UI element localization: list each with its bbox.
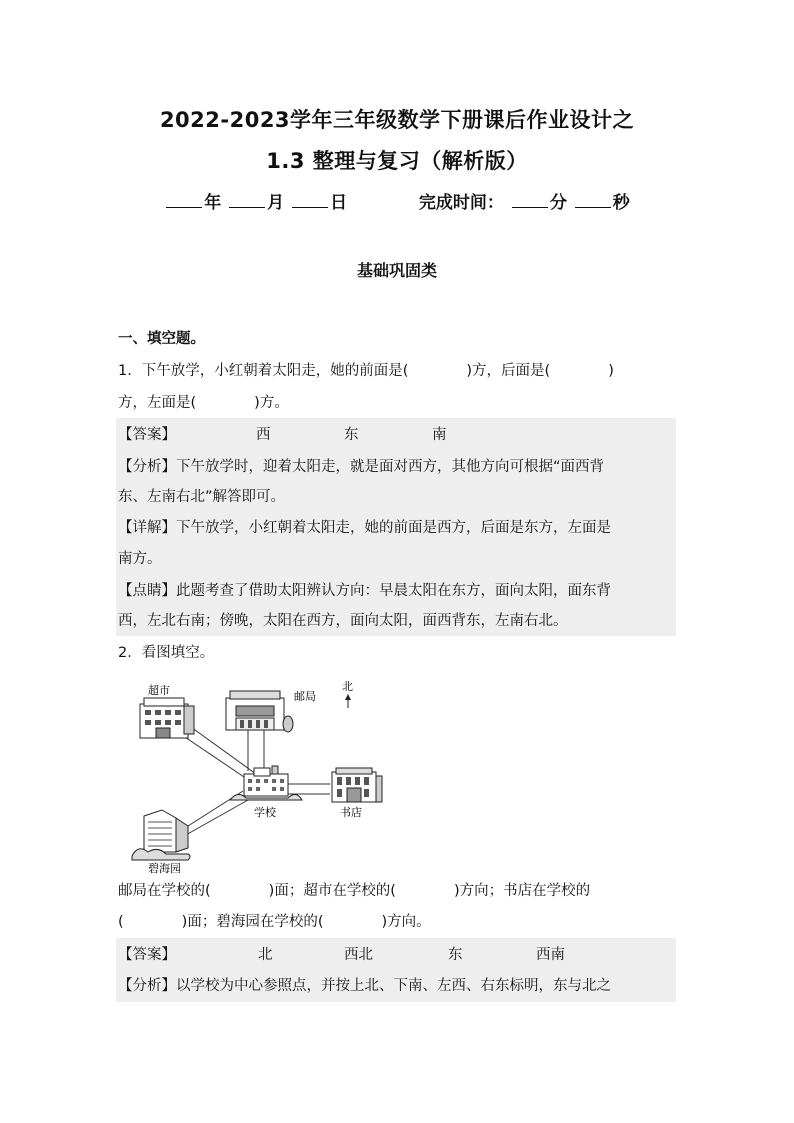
- post-office-building: [226, 691, 293, 732]
- q1-answer-label: 【答案】: [118, 427, 176, 443]
- q1-answer-1: 西: [256, 427, 271, 443]
- map-diagram: [118, 676, 418, 876]
- year-blank[interactable]: [166, 191, 202, 208]
- date-line: [0, 188, 794, 213]
- q2-answer-1: 北: [258, 947, 273, 963]
- title-line-2: 1.3 整理与复习（解析版）: [266, 149, 528, 173]
- garden-building: [132, 810, 190, 860]
- q2-stem-line-1: 邮局在学校的( )面；超市在学校的( )方向；书店在学校的: [118, 883, 591, 899]
- bookstore-label: 书店: [340, 806, 362, 819]
- q2-stem: 2．看图填空。: [118, 645, 215, 661]
- month-blank[interactable]: [229, 191, 265, 208]
- q1-detail-line-1: 【详解】下午放学，小红朝着太阳走，她的前面是西方，后面是东方，左面是: [118, 520, 611, 536]
- q2-stem-line-2: ( )面；碧海园在学校的( )方向。: [118, 914, 431, 930]
- supermarket-building: [140, 698, 194, 738]
- q1-analysis-line-1: 【分析】下午放学时，迎着太阳走，就是面对西方，其他方向可根据“面西背: [118, 459, 605, 475]
- time-label: 完成时间：: [418, 193, 504, 213]
- minutes-label: 分: [549, 193, 567, 213]
- title-line-1: 2022-2023学年三年级数学下册课后作业设计之: [159, 108, 635, 132]
- minutes-blank[interactable]: [512, 191, 548, 208]
- q2-answer-row: [118, 940, 676, 970]
- supermarket-label: 超市: [148, 684, 170, 697]
- q2-answer-label: 【答案】: [118, 947, 176, 963]
- q1-comment-line-1: 【点睛】此题考查了借助太阳辨认方向：早晨太阳在东方，面向太阳，面东背: [118, 583, 611, 599]
- q1-stem-line-2: 方，左面是( )方。: [118, 395, 289, 411]
- seconds-label: 秒: [612, 193, 630, 213]
- school-building: [230, 766, 302, 800]
- q2-answer-3: 东: [448, 947, 463, 963]
- q1-answer-2: 东: [344, 427, 359, 443]
- seconds-blank[interactable]: [575, 191, 611, 208]
- day-blank[interactable]: [292, 191, 328, 208]
- q1-answer-row: [118, 420, 676, 450]
- day-label: 日: [330, 193, 348, 213]
- part-heading: 一、填空题。: [118, 331, 205, 347]
- q1-comment-line-2: 西，左北右南；傍晚，太阳在西方，面向太阳，面西背东，左南右北。: [118, 613, 568, 629]
- bookstore-building: [332, 768, 382, 802]
- q1-analysis-line-2: 东、左南右北”解答即可。: [118, 489, 286, 505]
- post-office-label: 邮局: [294, 690, 316, 703]
- section-title: 基础巩固类: [356, 261, 437, 280]
- school-label: 学校: [254, 806, 276, 819]
- year-label: 年: [204, 193, 222, 213]
- q1-answer-3: 南: [432, 427, 447, 443]
- q1-stem-line-1: 1．下午放学，小红朝着太阳走，她的前面是( )方，后面是( ): [118, 363, 614, 379]
- garden-label: 碧海园: [148, 862, 181, 875]
- q2-analysis-line-1: 【分析】以学校为中心参照点，并按上北、下南、左西、右东标明，东与北之: [118, 978, 611, 994]
- month-label: 月: [267, 193, 285, 213]
- q2-answer-4: 西南: [536, 947, 565, 963]
- q1-detail-line-2: 南方。: [118, 551, 162, 567]
- north-arrow-icon: [345, 694, 351, 708]
- q2-answer-2: 西北: [344, 947, 373, 963]
- north-label: 北: [342, 680, 353, 693]
